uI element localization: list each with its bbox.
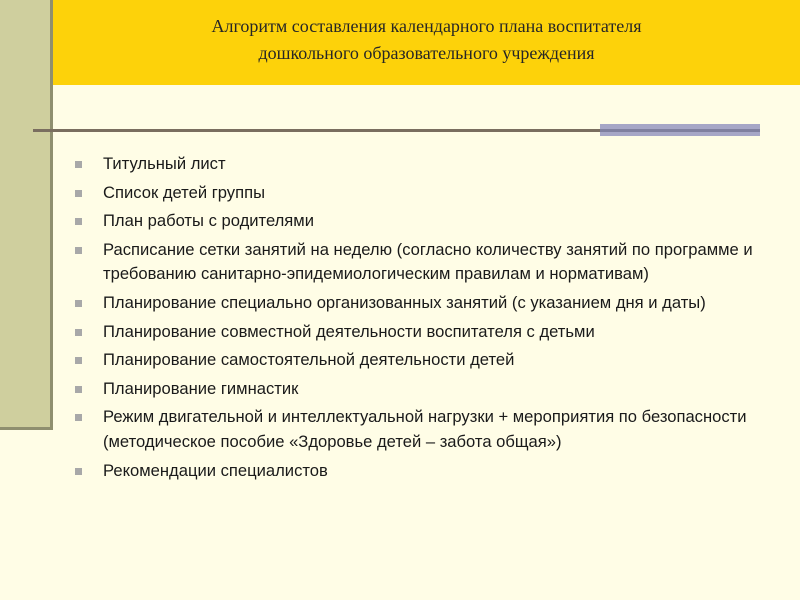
list-item <box>75 181 765 206</box>
list-item-text: Титульный лист <box>103 154 226 173</box>
list-item <box>75 209 765 234</box>
square-bullet-icon <box>75 414 82 421</box>
list-item-text: Планирование самостоятельной деятельности детей <box>103 350 515 370</box>
left-decor-bar <box>0 0 50 430</box>
square-bullet-icon <box>75 329 82 336</box>
divider-line <box>33 129 600 132</box>
left-decor-bottom <box>0 427 53 430</box>
list-item <box>75 152 765 177</box>
square-bullet-icon <box>75 357 82 364</box>
list-item <box>75 291 765 316</box>
list-item-text: Расписание сетки занятий на неделю (согласно количеству занятий по программе и требованию санитарно-эпидемиологическим правилам и нормативам) <box>103 239 753 284</box>
list-item <box>75 348 765 373</box>
list-item-text: Рекомендации специалистов <box>103 460 328 480</box>
list-item <box>75 238 765 287</box>
list-item <box>75 320 765 345</box>
list-item-text: Планирование гимнастик <box>103 378 299 398</box>
slide-title <box>53 13 800 67</box>
list-item-text: Планирование специально организованных занятий (с указанием дня и даты) <box>103 292 706 312</box>
list-item <box>75 405 765 454</box>
list-item-text: План работы с родителями <box>103 211 314 231</box>
square-bullet-icon <box>75 300 82 307</box>
list-item <box>75 377 765 402</box>
list-item-text: Режим двигательной и интеллектуальной нагрузки + мероприятия по безопасности (методическое пособие «Здоровье детей – забота общая») <box>103 407 747 451</box>
title-line-2: дошкольного образовательного учреждения <box>258 43 595 63</box>
square-bullet-icon <box>75 247 82 254</box>
square-bullet-icon <box>75 386 82 393</box>
title-line-1: Алгоритм составления календарного плана воспитателя <box>211 16 642 36</box>
square-bullet-icon <box>75 161 82 168</box>
square-bullet-icon <box>75 218 82 225</box>
square-bullet-icon <box>75 468 82 475</box>
divider-accent-line <box>600 129 760 132</box>
list-item <box>75 459 765 484</box>
square-bullet-icon <box>75 190 82 197</box>
bullet-list <box>75 152 765 487</box>
list-item-text: Список детей группы <box>103 182 265 202</box>
list-item-text: Планирование совместной деятельности воспитателя с детьми <box>103 321 595 341</box>
